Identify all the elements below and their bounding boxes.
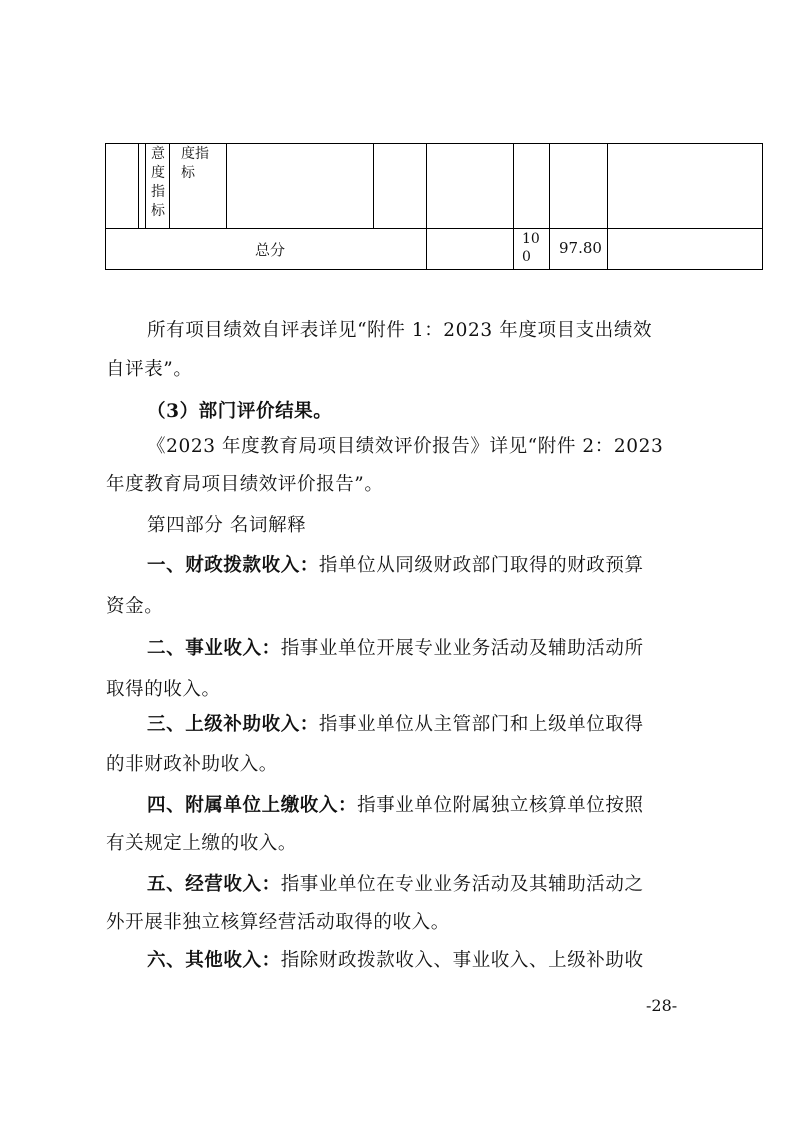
definition-line xyxy=(147,946,644,972)
table-col-line xyxy=(607,143,608,270)
table-row-divider xyxy=(105,228,763,229)
paragraph-line: 自评表”。 xyxy=(106,359,193,380)
char: 标 xyxy=(151,203,165,219)
definition-text: 指除财政拨款收入、事业收入、上级补助收 xyxy=(280,950,644,971)
definition-term: 五、经营收入： xyxy=(147,874,281,895)
definition-text: 指单位从同级财政部门取得的财政预算 xyxy=(318,555,644,576)
table-border-left xyxy=(105,143,106,270)
table-col-line xyxy=(426,143,427,270)
total-weight: 10 0 xyxy=(522,231,540,265)
table-col-line xyxy=(145,143,146,228)
paragraph-line: 取得的收入。 xyxy=(106,679,221,700)
table-col-line xyxy=(373,143,374,228)
char: 度 xyxy=(151,165,165,181)
definition-text: 指事业单位附属独立核算单位按照 xyxy=(357,795,644,816)
paragraph-line: 年度教育局项目绩效评价报告”。 xyxy=(106,474,384,495)
performance-table xyxy=(105,143,763,270)
table-col-line xyxy=(513,143,514,270)
definition-text: 指事业单位开展专业业务活动及辅助活动所 xyxy=(280,638,644,659)
definition-line xyxy=(147,551,644,577)
paragraph-line: 有关规定上缴的收入。 xyxy=(106,833,298,854)
page-number: -28- xyxy=(646,996,678,1015)
definition-line xyxy=(147,710,644,736)
char: 意 xyxy=(151,146,165,162)
table-border-top xyxy=(105,143,763,144)
definition-line xyxy=(147,791,644,817)
definition-text: 指事业单位在专业业务活动及其辅助活动之 xyxy=(280,874,644,895)
definition-line xyxy=(147,870,644,896)
char: 指 xyxy=(151,184,165,200)
table-col-line xyxy=(549,143,550,270)
indicator-sub-label: 度指 标 xyxy=(181,146,209,181)
table-border-bottom xyxy=(105,269,763,270)
paragraph-line: 的非财政补助收入。 xyxy=(106,754,278,775)
paragraph-line: 外开展非独立核算经营活动取得的收入。 xyxy=(106,912,450,933)
paragraph-line: 《2023 年度教育局项目绩效评价报告》详见“附件 2：2023 xyxy=(147,436,664,457)
indicator-label-vertical xyxy=(149,145,167,221)
definition-term: 一、财政拨款收入： xyxy=(147,555,319,576)
definition-text: 指事业单位从主管部门和上级单位取得 xyxy=(318,714,644,735)
paragraph-line: 所有项目绩效自评表详见“附件 1：2023 年度项目支出绩效 xyxy=(147,320,653,341)
paragraph-line: 资金。 xyxy=(106,596,164,617)
subsection-heading: （3）部门评价结果。 xyxy=(147,401,333,422)
definition-term: 二、事业收入： xyxy=(147,638,281,659)
total-score: 97.80 xyxy=(559,239,602,257)
definition-line xyxy=(147,634,644,660)
total-label: 总分 xyxy=(255,241,286,259)
definition-term: 四、附属单位上缴收入： xyxy=(147,795,358,816)
table-col-line xyxy=(226,143,227,228)
table-col-line xyxy=(138,143,139,228)
definition-term: 三、上级补助收入： xyxy=(147,714,319,735)
table-col-line xyxy=(169,143,170,228)
definition-term: 六、其他收入： xyxy=(147,950,281,971)
section-heading: 第四部分 名词解释 xyxy=(147,515,307,536)
table-border-right xyxy=(762,143,763,270)
